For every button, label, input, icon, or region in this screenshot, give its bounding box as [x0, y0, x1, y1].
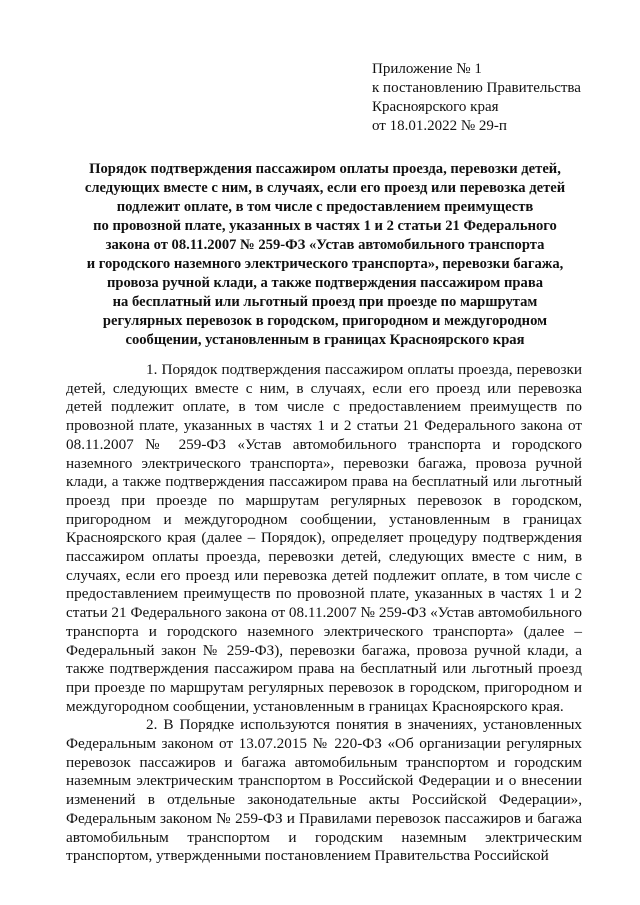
appendix-resolution-ref: к постановлению Правительства — [372, 80, 581, 96]
paragraph-2: 2. В Порядке используются понятия в значениях, установленных Федеральным законом от 13.07.2015 № 220-ФЗ «Об организации регулярных перевозок пассажиров и багажа автомобильным транспортом и городским наземным электрическим транспортом в Российской Федерации и о внесении изменений в отдельные законодательные акты Российской Федерации», Федеральным законом № 259-ФЗ и Правилами перевозок пассажиров и багажа автомобильным транспортом и городским наземным электрическим транспортом, утвержденными постановлением Правительства Российской — [66, 716, 582, 865]
title-line: закона от 08.11.2007 № 259-ФЗ «Устав автомобильного транспорта — [105, 237, 545, 253]
appendix-header — [372, 60, 622, 136]
title-line: и городского наземного электрического транспорта», перевозки багажа, — [86, 256, 564, 272]
document-body — [66, 361, 582, 866]
appendix-date-number: от 18.01.2022 № 29-п — [372, 118, 507, 134]
paragraph-1: 1. Порядок подтверждения пассажиром оплаты проезда, перевозки детей, следующих вместе с ним, в случаях, если его проезд или перевозка детей подлежит оплате, в том числе с предоставлением преимуществ по провозной плате, указанных в частях 1 и 2 статьи 21 Федерального закона от 08.11.2007 № 259-ФЗ «Устав автомобильного транспорта и городского наземного электрического транспорта», перевозки багажа, провоза ручной клади, а также подтверждения пассажиром права на бесплатный или льготный проезд при проезде по маршрутам регулярных перевозок в городском, пригородном и междугородном сообщении, установленным в границах Красноярского края (далее – Порядок), определяет процедуру подтверждения пассажиром оплаты проезда, перевозки детей, следующих вместе с ним, в случаях, если его проезд или перевозка детей подлежит оплате, в том числе с предоставлением преимуществ по провозной плате, указанных в частях 1 и 2 статьи 21 Федерального закона от 08.11.2007 № 259-ФЗ «Устав автомобильного транспорта и городского наземного электрического транспорта» (далее – Федеральный закон № 259-ФЗ), перевозки багажа, провоза ручной клади, а также подтверждения пассажиром права на бесплатный или льготный проезд при проезде по маршрутам регулярных перевозок в городском, пригородном и междугородном сообщении, установленным в границах Красноярского края. — [66, 361, 582, 715]
appendix-region: Красноярского края — [372, 99, 499, 115]
title-line: Порядок подтверждения пассажиром оплаты проезда, перевозки детей, — [89, 161, 561, 177]
title-line: следующих вместе с ним, в случаях, если его проезд или перевозка детей — [84, 180, 566, 196]
document-title — [60, 160, 590, 350]
title-line: сообщении, установленным в границах Красноярского края — [125, 332, 525, 348]
appendix-number: Приложение № 1 — [372, 61, 482, 77]
title-line: регулярных перевозок в городском, пригородном и междугородном — [102, 313, 548, 329]
title-line: по провозной плате, указанных в частях 1 и 2 статьи 21 Федерального — [93, 218, 557, 234]
title-line: подлежит оплате, в том числе с предоставлением преимуществ — [116, 199, 534, 215]
title-line: провоза ручной клади, а также подтверждения пассажиром права — [106, 275, 544, 291]
title-line: на бесплатный или льготный проезд при проезде по маршрутам — [112, 294, 538, 310]
